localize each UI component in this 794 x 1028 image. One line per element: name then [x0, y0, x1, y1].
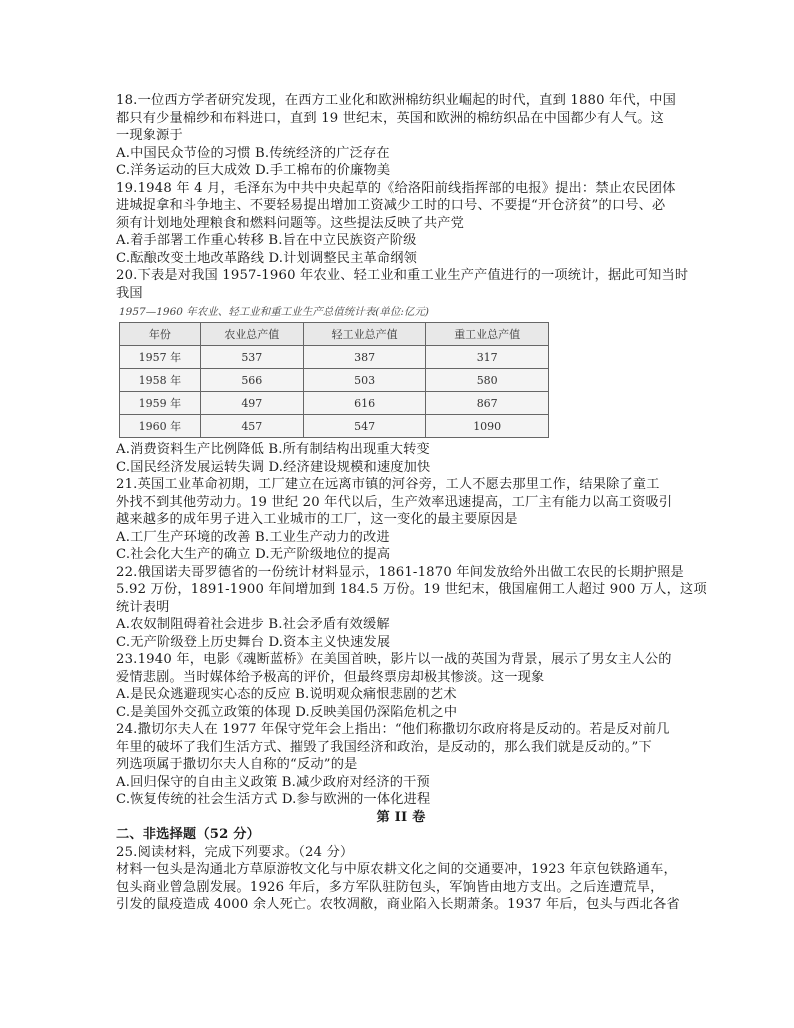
question-text: 19.1948 年 4 月，毛泽东为中共中央起草的《给洛阳前线指挥部的电报》提出：禁止农民团体	[116, 180, 676, 196]
question-text: 20.下表是对我国 1957-1960 年农业、轻工业和重工业生产产值进行的一项统计，据此可知当时	[116, 268, 689, 283]
question-text: 材料一包头是沟通北方草原游牧文化与中原农耕文化之间的交通要冲，1923 年京包铁路通车，	[116, 862, 677, 877]
question-24	[116, 721, 686, 809]
table-cell: 566	[200, 369, 303, 392]
answer-options: C.恢复传统的社会生活方式 D.参与欧洲的一体化进程	[116, 792, 431, 807]
answer-options: C.是美国外交孤立政策的体现 D.反映美国仍深陷危机之中	[116, 704, 458, 720]
answer-options: A.是民众逃避现实心态的反应 B.说明观众痛恨悲剧的艺术	[116, 687, 457, 702]
question-21	[116, 476, 686, 564]
table-cell: 1960 年	[120, 415, 201, 438]
table-cell: 1090	[426, 415, 549, 438]
question-23	[116, 651, 686, 721]
production-table	[119, 322, 549, 438]
question-text: 包头商业曾急剧发展。1926 年后，多方军队驻防包头，军饷皆由地方支出。之后连遭荒旱，	[116, 879, 664, 895]
table-header: 重工业总产值	[426, 323, 549, 346]
question-text: 24.撒切尔夫人在 1977 年保守党年会上指出：“他们称撒切尔政府将是反动的。若是反对前几	[116, 722, 670, 737]
section-title: 二、非选择题（52 分）	[116, 827, 261, 842]
question-text: 进城捉拿和斗争地主、不要轻易提出增加工资减少工时的口号、不要提“开仓济贫”的口号、必	[116, 198, 666, 213]
question-text: 5.92 万份，1891-1900 年间增加到 184.5 万份。19 世纪末，俄国雇佣工人超过 900 万人，这项	[116, 582, 707, 597]
answer-options: A.消费资料生产比例降低 B.所有制结构出现重大转变	[116, 442, 430, 457]
question-22	[116, 564, 707, 652]
question-text: 引发的鼠疫造成 4000 余人死亡。农牧凋敝，商业陷入长期萧条。1937 年后，包头与西北各省	[116, 897, 680, 912]
question-text: 18.一位西方学者研究发现，在西方工业化和欧洲棉纺织业崛起的时代，直到 1880 年代，中国	[116, 93, 677, 108]
table-row	[120, 392, 549, 415]
answer-options: C.无产阶级登上历史舞台 D.资本主义快速发展	[116, 634, 391, 650]
table-cell: 537	[200, 346, 303, 369]
table-cell: 387	[303, 346, 426, 369]
question-text: 外找不到其他劳动力。19 世纪 20 年代以后，生产效率迅速提高，工厂主有能力以高工资吸引	[116, 494, 673, 510]
answer-options: A.工厂生产环境的改善 B.工业生产动力的改进	[116, 529, 390, 545]
question-25	[116, 844, 686, 914]
question-text: 越来越多的成年男子进入工业城市的工厂，这一变化的最主要原因是	[116, 512, 518, 527]
table-row	[120, 369, 549, 392]
question-text: 须有计划地处理粮食和燃料问题等。这些提法反映了共产党	[116, 215, 465, 231]
question-text: 22.俄国诺夫哥罗德省的一份统计材料显示，1861-1870 年间发放给外出做工农民的长期护照是	[116, 564, 684, 580]
table-cell: 1958 年	[120, 369, 201, 392]
question-text: 一现象源于	[116, 128, 183, 143]
table-cell: 1957 年	[120, 346, 201, 369]
table-cell: 1959 年	[120, 392, 201, 415]
question-text: 25.阅读材料，完成下列要求。（24 分）	[116, 844, 354, 860]
table-cell: 317	[426, 346, 549, 369]
answer-options: C.国民经济发展运转失调 D.经济建设规模和速度加快	[116, 459, 431, 475]
table-title: 1957—1960 年农业、轻工业和重工业生产总值统计表(单位:亿元)	[119, 306, 430, 318]
table-cell: 547	[303, 415, 426, 438]
table-header-row	[120, 323, 549, 346]
table-row	[120, 415, 549, 438]
table-cell: 497	[200, 392, 303, 415]
volume-title: 第 II 卷	[376, 809, 426, 825]
question-text: 统计表明	[116, 599, 170, 615]
question-text: 21.英国工业革命初期，工厂建立在远离市镇的河谷旁，工人不愿去那里工作，结果除了童工	[116, 477, 660, 492]
table-cell: 503	[303, 369, 426, 392]
answer-options: A.着手部署工作重心转移 B.旨在中立民族资产阶级	[116, 233, 417, 248]
question-20	[116, 267, 689, 476]
question-19	[116, 180, 686, 268]
question-18	[116, 92, 686, 180]
answer-options: A.中国民众节俭的习惯 B.传统经济的广泛存在	[116, 145, 390, 161]
question-text: 爱情悲剧。当时媒体给予极高的评价，但最终票房却极其惨淡。这一现象	[116, 669, 545, 685]
question-text: 23.1940 年，电影《魂断蓝桥》在美国首映，影片以一战的英国为背景，展示了男女主人公的	[116, 652, 672, 667]
table-header: 轻工业总产值	[303, 323, 426, 346]
table-cell: 616	[303, 392, 426, 415]
table-header: 年份	[120, 323, 201, 346]
answer-options: C.酝酿改变土地改革路线 D.计划调整民主革命纲领	[116, 250, 418, 266]
exam-page	[116, 92, 707, 914]
question-text: 年里的破坏了我们生活方式、摧毁了我国经济和政治，是反动的，那么我们就是反动的。”下	[116, 739, 652, 755]
answer-options: C.社会化大生产的确立 D.无产阶级地位的提高	[116, 547, 391, 562]
table-cell: 867	[426, 392, 549, 415]
answer-options: A.回归保守的自由主义政策 B.减少政府对经济的干预	[116, 774, 430, 790]
question-text: 我国	[116, 285, 143, 301]
table-header: 农业总产值	[200, 323, 303, 346]
question-text: 都只有少量棉纱和布料进口，直到 19 世纪末，英国和欧洲的棉纺织品在中国都少有人气。这	[116, 110, 665, 126]
answer-options: C.洋务运动的巨大成效 D.手工棉布的价廉物美	[116, 163, 391, 178]
table-row	[120, 346, 549, 369]
table-cell: 580	[426, 369, 549, 392]
question-text: 列选项属于撒切尔夫人自称的“反动”的是	[116, 757, 358, 772]
table-cell: 457	[200, 415, 303, 438]
answer-options: A.农奴制阻碍着社会进步 B.社会矛盾有效缓解	[116, 617, 390, 632]
